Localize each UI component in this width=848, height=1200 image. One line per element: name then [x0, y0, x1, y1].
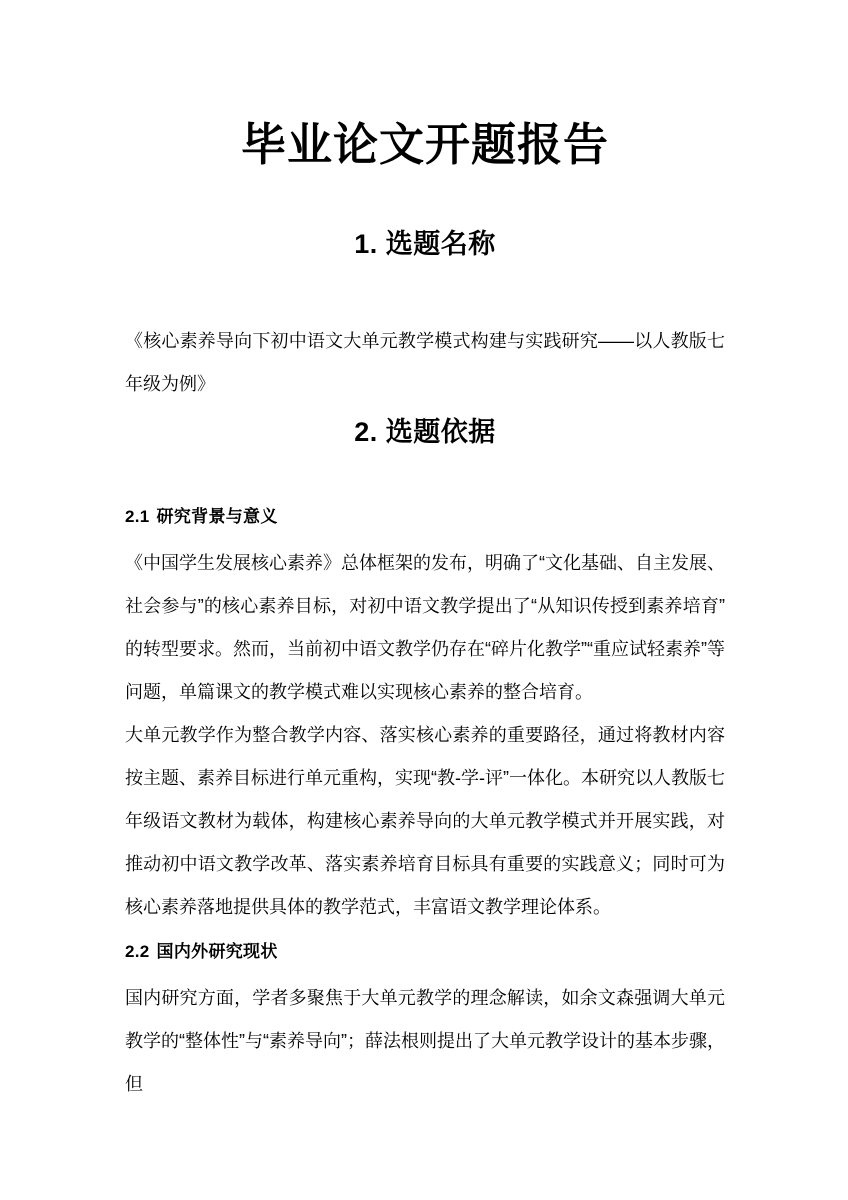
- subsection-title-2-2: 国内外研究现状: [156, 942, 278, 962]
- paragraph-2-1-2: 大单元教学作为整合教学内容、落实核心素养的重要路径，通过将教材内容按主题、素养目标进行单元重构，实现“教-学-评”一体化。本研究以人教版七年级语文教材为载体，构建核心素养导向的大单元教学模式并开展实践，对推动初中语文教学改革、落实素养培育目标具有重要的实践意义；同时可为核心素养落地提供具体的教学范式，丰富语文教学理论体系。: [125, 725, 725, 918]
- spacer: [125, 406, 725, 416]
- subsection-number-2-2: 2.2: [125, 942, 150, 962]
- page-title: 毕业论文开题报告: [240, 119, 609, 170]
- document-content: [125, 0, 725, 1106]
- subsection-heading-2-2: [125, 941, 725, 963]
- thesis-topic-text: 《核心素养导向下初中语文大单元教学模式构建与实践研究——以人教版七年级为例》: [125, 330, 725, 394]
- spacer: [125, 929, 725, 941]
- spacer: [125, 170, 725, 228]
- section-heading-1: [125, 228, 725, 260]
- spacer: [125, 260, 725, 320]
- spacer: [125, 448, 725, 506]
- spacer: [125, 528, 725, 542]
- section-heading-2: [125, 416, 725, 448]
- paragraph-2-1-1: 《中国学生发展核心素养》总体框架的发布，明确了“文化基础、自主发展、社会参与”的核心素养目标，对初中语文教学提出了“从知识传授到素养培育”的转型要求。然而，当前初中语文教学仍存在“碎片化教学”“重应试轻素养”等问题，单篇课文的教学模式难以实现核心素养的整合培育。: [125, 553, 725, 703]
- spacer: [125, 963, 725, 977]
- paragraph-2-2-1: 国内研究方面，学者多聚焦于大单元教学的理念解读，如余文森强调大单元教学的“整体性”与“素养导向”；薛法根则提出了大单元教学设计的基本步骤，但: [125, 988, 725, 1095]
- subsection-heading-2-1: [125, 506, 725, 528]
- section-title-2: 选题依据: [385, 416, 496, 447]
- subsection-title-2-1: 研究背景与意义: [156, 507, 278, 527]
- subsection-number-2-1: 2.1: [125, 507, 150, 527]
- section-number-1: 1.: [354, 228, 378, 259]
- section-title-1: 选题名称: [385, 228, 496, 259]
- section-number-2: 2.: [354, 416, 378, 447]
